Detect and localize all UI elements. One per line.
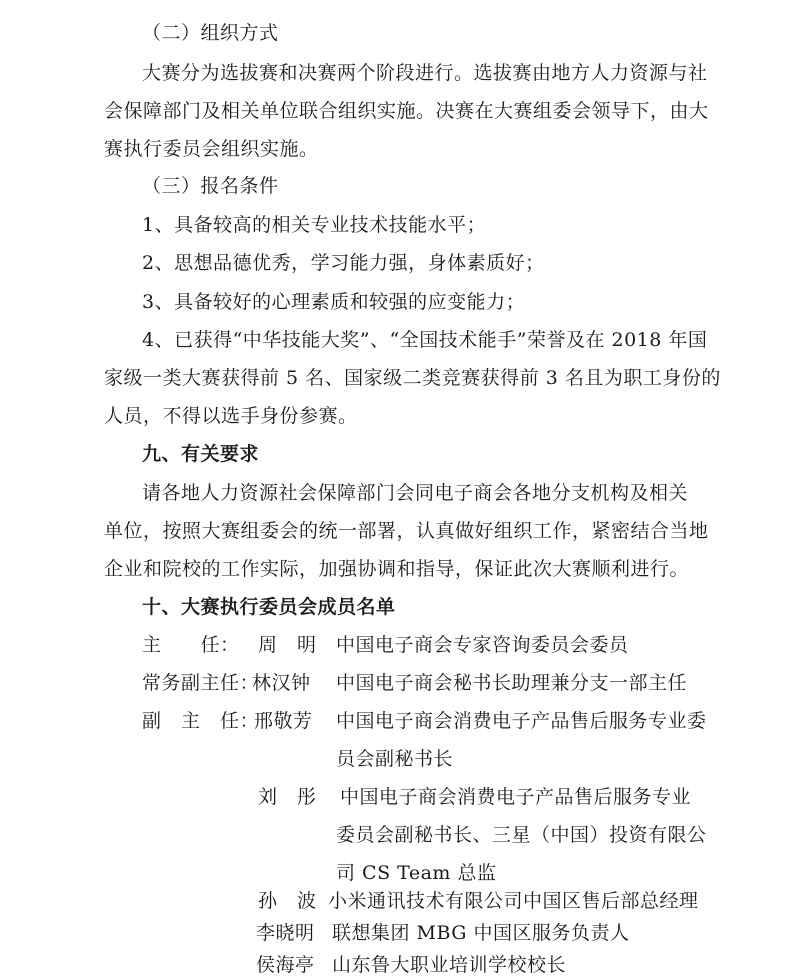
- role-label-executive-deputy: 常务副主任：: [142, 672, 260, 694]
- list-item: 1、具备较高的相关专业技术技能水平；: [142, 214, 487, 236]
- section-2-heading: （二）组织方式: [142, 22, 279, 44]
- list-item-continued: 人员，不得以选手身份参赛。: [104, 405, 358, 427]
- list-item: 4、已获得“中华技能大奖”、“全国技术能手”荣誉及在 2018 年国: [142, 329, 708, 351]
- list-item: 2、思想品德优秀，学习能力强，身体素质好；: [142, 252, 545, 274]
- member-name: 刘 彤: [258, 786, 317, 808]
- member-name: 邢敬芳: [254, 710, 313, 732]
- list-item-continued: 家级一类大赛获得前 5 名、国家级二类竞赛获得前 3 名且为职工身份的: [104, 367, 721, 389]
- member-name: 李晓明: [256, 922, 315, 944]
- member-title-continued: 司 CS Team 总监: [336, 862, 497, 884]
- member-title: 联想集团 MBG 中国区服务负责人: [332, 922, 630, 944]
- member-title-continued: 委员会副秘书长、三星（中国）投资有限公: [336, 824, 707, 846]
- member-title: 中国电子商会专家咨询委员会委员: [336, 634, 629, 656]
- member-title: 中国电子商会消费电子产品售后服务专业委: [336, 710, 707, 732]
- member-name: 孙 波: [258, 890, 317, 912]
- paragraph-line: 赛执行委员会组织实施。: [104, 138, 319, 160]
- member-title: 山东鲁大职业培训学校校长: [332, 954, 567, 976]
- paragraph-line: 大赛分为选拔赛和决赛两个阶段进行。选拔赛由地方人力资源与社: [142, 62, 708, 84]
- role-label-director: 主 任：: [142, 634, 240, 656]
- role-label-deputy: 副 主 任：: [142, 710, 260, 732]
- member-name: 周 明: [258, 634, 317, 656]
- section-3-heading: （三）报名条件: [142, 175, 279, 197]
- section-10-heading: 十、大赛执行委员会成员名单: [142, 596, 396, 618]
- paragraph-line: 会保障部门及相关单位联合组织实施。决赛在大赛组委会领导下，由大: [104, 100, 709, 122]
- member-title: 中国电子商会秘书长助理兼分支一部主任: [336, 672, 688, 694]
- member-name: 林汉钟: [252, 672, 311, 694]
- paragraph-line: 单位，按照大赛组委会的统一部署，认真做好组织工作，紧密结合当地: [104, 520, 709, 542]
- member-name: 侯海亭: [256, 954, 315, 976]
- section-9-heading: 九、有关要求: [142, 443, 260, 465]
- list-item: 3、具备较好的心理素质和较强的应变能力；: [142, 291, 526, 313]
- paragraph-line: 企业和院校的工作实际，加强协调和指导，保证此次大赛顺利进行。: [104, 558, 690, 580]
- member-title: 小米通讯技术有限公司中国区售后部总经理: [328, 890, 699, 912]
- member-title: 中国电子商会消费电子产品售后服务专业: [340, 786, 692, 808]
- paragraph-line: 请各地人力资源社会保障部门会同电子商会各地分支机构及相关: [142, 482, 689, 504]
- member-title-continued: 员会副秘书长: [336, 748, 454, 770]
